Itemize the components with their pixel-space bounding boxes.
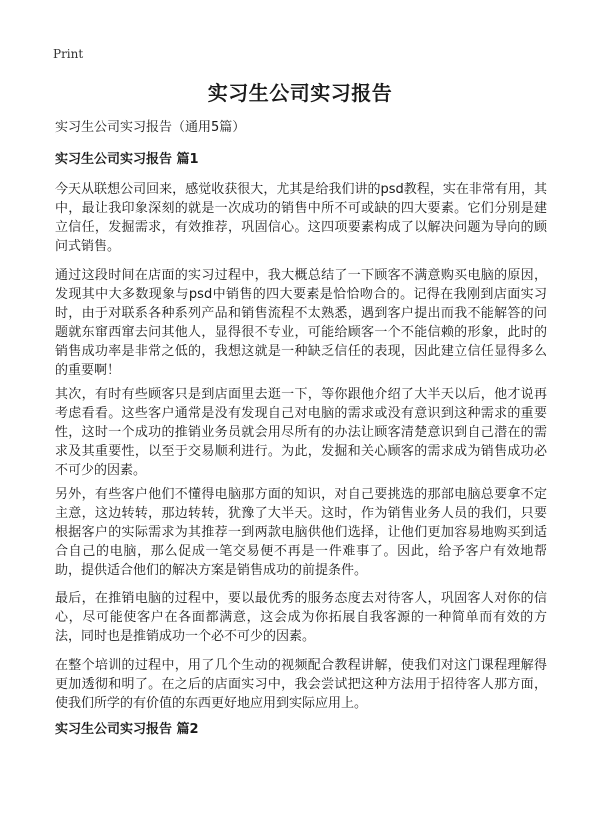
paragraph: 通过这段时间在店面的实习过程中，我大概总结了一下顾客不满意购买电脑的原因，发现其中大多数现象与psd中销售的四大要素是恰恰吻合的。记得在我刚到店面实习时，由于对联系各种系列产品和销售流程不太熟悉，遇到客户提出而我不能解答的问题就东窜西窜去问其他人，显得很不专业，可能给顾客一个不能信赖的形象，此时的销售成功率是非常之低的，我想这就是一种缺乏信任的表现，因此建立信任显得多么的重要啊！: [55, 268, 547, 378]
page-title: 实习生公司实习报告: [207, 81, 393, 105]
section-heading-1: 实习生公司实习报告 篇1: [55, 152, 199, 167]
section-heading-2: 实习生公司实习报告 篇2: [55, 722, 199, 737]
document-subtitle: 实习生公司实习报告（通用5篇）: [55, 120, 246, 135]
paragraph: 今天从联想公司回来，感觉收获很大，尤其是给我们讲的psd教程，实在非常有用，其中，最让我印象深刻的就是一次成功的销售中所不可或缺的四大要素。它们分别是建立信任，发掘需求，有效推荐，巩固信心。这四项要素构成了以解决问题为导向的顾问式销售。: [55, 182, 547, 254]
print-link[interactable]: Print: [53, 47, 84, 61]
paragraph: 最后，在推销电脑的过程中，要以最优秀的服务态度去对待客人，巩固客人对你的信心，尽可能使客户在各面都满意，这会成为你拓展自我客源的一种简单而有效的方法，同时也是推销成功一个必不可少的因素。: [55, 591, 547, 644]
paragraph: 另外，有些客户他们不懂得电脑那方面的知识，对自己要挑选的那部电脑总要拿不定主意，这边转转，那边转转，犹豫了大半天。这时，作为销售业务人员的我们，只要根据客户的实际需求为其推荐一到两款电脑供他们选择，让他们更加容易地购买到适合自己的电脑，那么促成一笔交易便不再是一件难事了。因此，给予客户有效地帮助，提供适合他们的解决方案是销售成功的前提条件。: [55, 487, 547, 578]
paragraph: 其次，有时有些顾客只是到店面里去逛一下，等你跟他介绍了大半天以后，他才说再考虑看看。这些客户通常是没有发现自己对电脑的需求或没有意识到这种需求的重要性，这时一个成功的推销业务员就会用尽所有的办法让顾客清楚意识到自己潜在的需求及其重要性，以至于交易顺利进行。为此，发掘和关心顾客的需求成为销售成功必不可少的因素。: [55, 387, 547, 478]
paragraph: 在整个培训的过程中，用了几个生动的视频配合教程讲解，使我们对这门课程理解得更加透彻和明了。在之后的店面实习中，我会尝试把这种方法用于招待客人那方面，使我们所学的有价值的东西更好地应用到实际应用上。: [55, 658, 547, 711]
